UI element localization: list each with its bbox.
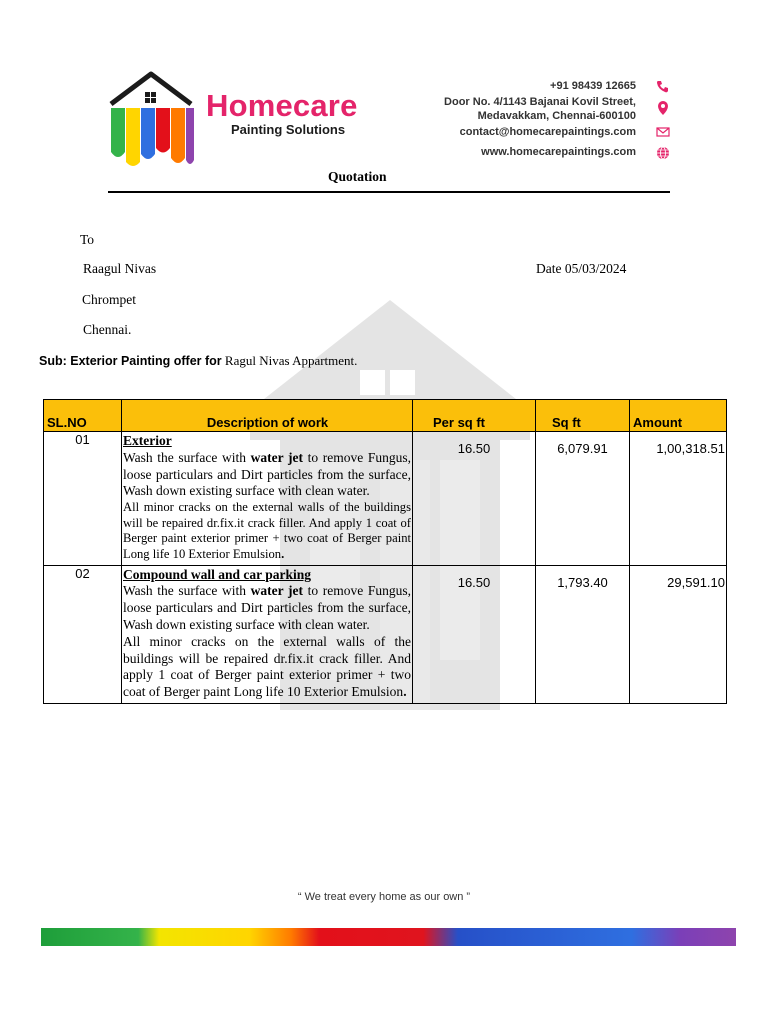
row-paragraph-2: All minor cracks on the external walls of the buildings will be repaired dr.fix.it crack filler. And apply 1 coat of Berger paint exterior primer + two coat of Berger paint Long life 10 Exterior Emulsion. [123,633,411,700]
contact-website: www.homecarepaintings.com [481,146,636,158]
row-sq-ft: 1,793.40 [536,565,630,703]
row-rate: 16.50 [413,432,536,566]
contact-address-line1: Door No. 4/1143 Bajanai Kovil Street, [444,96,636,108]
row-paragraph-1 [123,450,411,500]
row-text: to remove Fungus, loose particulars and Dirt particles from the surface, Wash down existing surface with clean water. [123,583,412,632]
email-icon [655,124,671,140]
row-text-bold: water jet [250,583,303,599]
subject-text: Ragul Nivas Appartment. [221,353,358,368]
contact-phone: +91 98439 12665 [550,80,636,92]
row-sl-no: 01 [44,432,122,566]
row-text-bold: water jet [250,449,303,465]
phone-icon [655,79,671,95]
subject-line [39,353,357,369]
header-divider [108,191,670,193]
recipient-area: Chrompet [82,292,136,307]
row-paragraph-2: All minor cracks on the external walls of the buildings will be repaired dr.fix.it crack filler. And apply 1 coat of Berger paint exterior primer + two coat of Berger paint Long life 10 Exterior Emulsion. [123,500,411,561]
row-rate: 16.50 [413,565,536,703]
row-text: Wash the surface with [123,583,251,599]
location-pin-icon [655,100,671,116]
header-sq-ft: Sq ft [536,400,630,432]
quotation-table [43,399,727,704]
row-text: All minor cracks on the external walls of the buildings will be repaired dr.fix.it crack filler. And apply 1 coat of Berger paint exterior primer + two coat of Berger paint Long life 10 Exterior Emulsion [123,633,411,700]
contact-email: contact@homecarepaintings.com [459,126,636,138]
subject-label: Sub: Exterior Painting offer for [39,354,222,368]
row-sq-ft: 6,079.91 [536,432,630,566]
document-title: Quotation [328,169,387,184]
row-text: All minor cracks on the external walls of the buildings will be repaired dr.fix.it crack filler. And apply 1 coat of Berger paint exterior primer + two coat of Berger paint Long life 10 Exterior Emulsion [123,500,411,561]
to-label: To [80,232,95,247]
row-title: Compound wall and car parking [123,566,312,582]
row-amount: 1,00,318.51 [630,432,727,566]
row-sl-no: 02 [44,565,122,703]
globe-icon [655,145,671,161]
header-description: Description of work [122,400,413,432]
table-row [44,432,727,566]
row-text: to remove Fungus, loose particulars and Dirt particles from the surface, Wash down existing surface with clean water. [123,449,412,499]
header-sl-no: SL.NO [44,400,122,432]
row-title: Exterior [123,433,172,448]
quote-date: Date 05/03/2024 [536,261,627,276]
brand-subtitle: Painting Solutions [231,122,346,137]
brand-name: Homecare [206,88,358,123]
footer-tagline: “ We treat every home as our own ” [297,891,471,903]
row-amount: 29,591.10 [630,565,727,703]
contact-address-line2: Medavakkam, Chennai-600100 [477,110,636,122]
paint-color-strip [41,928,736,946]
table-header-row [44,400,727,432]
table-row [44,565,727,703]
recipient-name: Raagul Nivas [83,261,157,276]
row-description [122,565,413,703]
row-description [122,432,413,566]
row-paragraph-1 [123,583,411,633]
header-amount: Amount [630,400,727,432]
header-per-sq-ft: Per sq ft [413,400,536,432]
row-text: Wash the surface with [123,449,251,465]
recipient-city: Chennai. [83,322,132,337]
